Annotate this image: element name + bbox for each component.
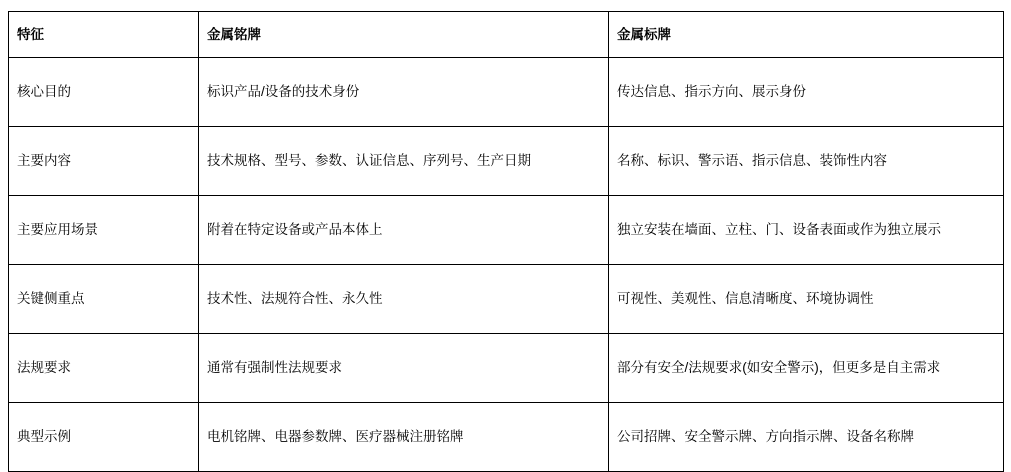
cell-sign-main-content: 名称、标识、警示语、指示信息、装饰性内容 [609, 127, 1004, 196]
cell-sign-key-focus: 可视性、美观性、信息清晰度、环境协调性 [609, 265, 1004, 334]
cell-nameplate-typical-examples: 电机铭牌、电器参数牌、医疗器械注册铭牌 [199, 403, 609, 472]
table-row [9, 58, 1004, 127]
cell-sign-regulatory-requirement: 部分有安全/法规要求(如安全警示)，但更多是自主需求 [609, 334, 1004, 403]
cell-nameplate-main-content: 技术规格、型号、参数、认证信息、序列号、生产日期 [199, 127, 609, 196]
cell-nameplate-regulatory-requirement: 通常有强制性法规要求 [199, 334, 609, 403]
table-header-row [9, 12, 1004, 58]
table-body [9, 58, 1004, 472]
row-label-core-purpose: 核心目的 [9, 58, 199, 127]
column-header-metal-sign: 金属标牌 [609, 12, 1004, 58]
cell-nameplate-key-focus: 技术性、法规符合性、永久性 [199, 265, 609, 334]
row-label-key-focus: 关键侧重点 [9, 265, 199, 334]
row-label-regulatory-requirement: 法规要求 [9, 334, 199, 403]
table-row [9, 403, 1004, 472]
comparison-table [8, 11, 1004, 472]
cell-nameplate-application-scenario: 附着在特定设备或产品本体上 [199, 196, 609, 265]
column-header-metal-nameplate: 金属铭牌 [199, 12, 609, 58]
table-header [9, 12, 1004, 58]
cell-sign-typical-examples: 公司招牌、安全警示牌、方向指示牌、设备名称牌 [609, 403, 1004, 472]
row-label-typical-examples: 典型示例 [9, 403, 199, 472]
row-label-application-scenario: 主要应用场景 [9, 196, 199, 265]
cell-sign-core-purpose: 传达信息、指示方向、展示身份 [609, 58, 1004, 127]
table-row [9, 196, 1004, 265]
table-row [9, 265, 1004, 334]
column-header-feature: 特征 [9, 12, 199, 58]
cell-nameplate-core-purpose: 标识产品/设备的技术身份 [199, 58, 609, 127]
table-row [9, 127, 1004, 196]
cell-sign-application-scenario: 独立安装在墙面、立柱、门、设备表面或作为独立展示 [609, 196, 1004, 265]
row-label-main-content: 主要内容 [9, 127, 199, 196]
table-row [9, 334, 1004, 403]
